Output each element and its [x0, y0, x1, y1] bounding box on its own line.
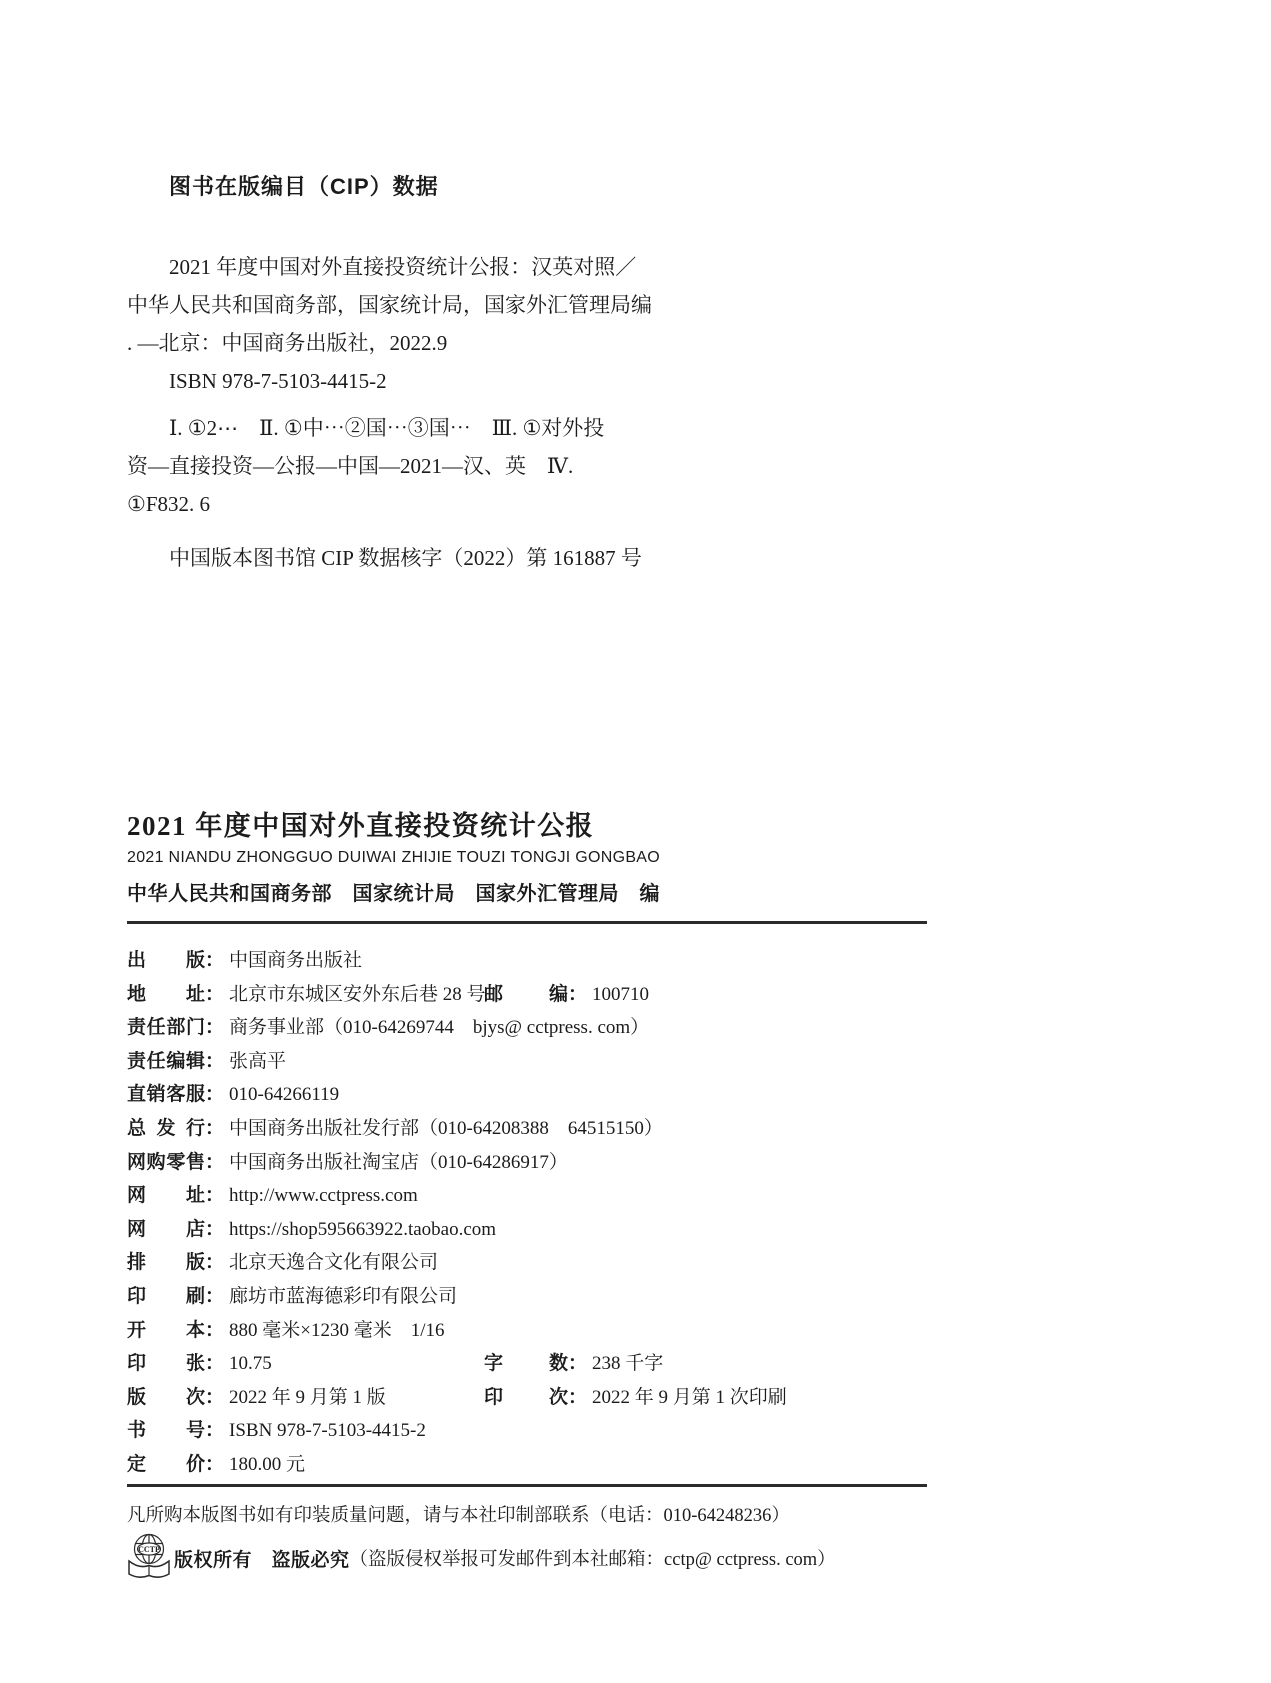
- colophon-row-price: [127, 1448, 927, 1482]
- colophon-row-editor: [127, 1045, 927, 1079]
- colophon-row-distribution: [127, 1112, 927, 1146]
- cip-record-paragraph: [127, 248, 747, 400]
- row-value: 中国商务出版社淘宝店（010-64286917）: [229, 1151, 568, 1173]
- row-value: 2022 年 9 月第 1 版: [229, 1386, 386, 1408]
- row-colon: ：: [205, 983, 225, 1005]
- row-colon: ：: [205, 1050, 225, 1072]
- colophon-row-address: [127, 978, 927, 1012]
- row-label: 出版: [127, 950, 205, 971]
- row-value: 180.00 元: [229, 1453, 306, 1475]
- cip-record-line: 2021 年度中国对外直接投资统计公报：汉英对照／: [169, 255, 637, 279]
- row-label: 印张: [127, 1353, 205, 1375]
- row-colon: ：: [568, 1386, 588, 1408]
- row-value: 商务事业部（010-64269744 bjys@ cctpress. com）: [229, 1017, 650, 1039]
- row-colon: ：: [205, 1386, 225, 1408]
- book-title: 2021 年度中国对外直接投资统计公报: [127, 811, 595, 841]
- colophon-row-online-retail: [127, 1146, 927, 1180]
- row-value: 10.75: [229, 1353, 272, 1375]
- row-value: 廊坊市蓝海德彩印有限公司: [229, 1285, 458, 1307]
- colophon-row-impression: [484, 1381, 787, 1415]
- row-colon: ：: [205, 1117, 225, 1139]
- row-label: 字数: [484, 1353, 568, 1375]
- cip-record-line: . —北京：中国商务出版社，2022.9: [127, 331, 448, 355]
- colophon-row-typesetting: [127, 1246, 927, 1280]
- copyright-notice: [127, 1532, 836, 1584]
- row-label: 版次: [127, 1386, 205, 1408]
- colophon-row-webstore: [127, 1213, 927, 1247]
- row-label: 地址: [127, 983, 205, 1005]
- row-label: 网店: [127, 1218, 205, 1240]
- colophon-row-isbn: [127, 1414, 927, 1448]
- row-colon: ：: [205, 1218, 225, 1240]
- row-value: 238 千字: [592, 1353, 664, 1375]
- row-label: 总发行: [127, 1117, 205, 1139]
- row-value: 010-64266119: [229, 1084, 340, 1106]
- row-colon: ：: [205, 1151, 225, 1173]
- row-label: 排版: [127, 1252, 205, 1274]
- colophon-row-sheets: [127, 1347, 927, 1381]
- cip-isbn-line: ISBN 978-7-5103-4415-2: [169, 369, 387, 393]
- row-value: https://shop595663922.taobao.com: [229, 1218, 497, 1240]
- cip-record-number: 中国版本图书馆 CIP 数据核字（2022）第 161887 号: [169, 546, 642, 570]
- cip-classification-line: Ⅰ. ①2⋯ Ⅱ. ①中⋯②国⋯③国⋯ Ⅲ. ①对外投: [169, 416, 605, 440]
- row-value: 2022 年 9 月第 1 次印刷: [592, 1386, 787, 1408]
- cip-record-line: 中华人民共和国商务部，国家统计局，国家外汇管理局编: [127, 293, 652, 317]
- book-title-pinyin: 2021 NIANDU ZHONGGUO DUIWAI ZHIJIE TOUZI TONGJI GONGBAO: [127, 849, 661, 866]
- row-value: ISBN 978-7-5103-4415-2: [229, 1420, 426, 1442]
- row-value: 北京天逸合文化有限公司: [229, 1252, 439, 1274]
- row-label: 印次: [484, 1386, 568, 1408]
- row-colon: ：: [205, 1285, 225, 1307]
- row-value: 北京市东城区安外东后巷 28 号: [229, 983, 486, 1005]
- colophon-row-hotline: [127, 1078, 927, 1112]
- row-colon: ：: [205, 1252, 225, 1274]
- colophon-row-postcode: [484, 978, 649, 1012]
- row-label: 书号: [127, 1420, 205, 1442]
- row-label: 网购零售: [127, 1151, 205, 1173]
- row-value: 100710: [592, 983, 650, 1005]
- quality-notice: 凡所购本版图书如有印装质量问题，请与本社印制部联系（电话：010-64248236）: [127, 1506, 790, 1526]
- row-colon: ：: [568, 1353, 588, 1375]
- colophon-row-department: [127, 1011, 927, 1045]
- row-label: 印刷: [127, 1285, 205, 1307]
- colophon-row-edition: [127, 1381, 927, 1415]
- row-colon: ：: [205, 1185, 225, 1207]
- row-value: 中国商务出版社: [229, 950, 363, 971]
- colophon-row-printing: [127, 1280, 927, 1314]
- row-label: 开本: [127, 1319, 205, 1341]
- row-colon: ：: [568, 983, 588, 1005]
- row-value: 880 毫米×1230 毫米 1/16: [229, 1319, 445, 1341]
- colophon: [127, 944, 927, 1482]
- cip-header: 图书在版编目（CIP）数据: [169, 174, 439, 199]
- cip-classification-line: ①F832. 6: [127, 492, 211, 516]
- row-colon: ：: [205, 1353, 225, 1375]
- row-value: 张高平: [229, 1050, 287, 1072]
- row-label: 责任部门: [127, 1017, 205, 1039]
- row-label: 邮编: [484, 983, 568, 1005]
- row-colon: ：: [205, 1420, 225, 1442]
- colophon-row-publisher: [127, 944, 927, 978]
- row-label: 责任编辑: [127, 1050, 205, 1072]
- copyright-detail: （盗版侵权举报可发邮件到本社邮箱：cctp@ cctpress. com）: [349, 1550, 836, 1570]
- row-label: 定价: [127, 1453, 205, 1475]
- cctp-logo-icon: [127, 1532, 171, 1584]
- colophon-row-format: [127, 1314, 927, 1348]
- cip-classification: [127, 409, 747, 523]
- editors-line: 中华人民共和国商务部 国家统计局 国家外汇管理局 编: [127, 883, 660, 905]
- row-colon: ：: [205, 1319, 225, 1341]
- row-label: 直销客服: [127, 1084, 205, 1106]
- copyright-bold: 版权所有 盗版必究: [174, 1549, 350, 1571]
- colophon-row-website: [127, 1179, 927, 1213]
- row-colon: ：: [205, 1017, 225, 1039]
- colophon-row-wordcount: [484, 1347, 663, 1381]
- cip-classification-line: 资—直接投资—公报—中国—2021—汉、英 Ⅳ.: [127, 454, 574, 478]
- divider-bottom: [127, 1484, 927, 1487]
- cctp-logo-text: CCTP: [138, 1545, 160, 1554]
- row-label: 网址: [127, 1185, 205, 1207]
- row-value: 中国商务出版社发行部（010-64208388 64515150）: [229, 1117, 663, 1139]
- divider-top: [127, 921, 927, 924]
- row-colon: ：: [205, 1453, 225, 1475]
- row-value: http://www.cctpress.com: [229, 1185, 418, 1207]
- row-colon: ：: [205, 950, 225, 971]
- row-colon: ：: [205, 1084, 225, 1106]
